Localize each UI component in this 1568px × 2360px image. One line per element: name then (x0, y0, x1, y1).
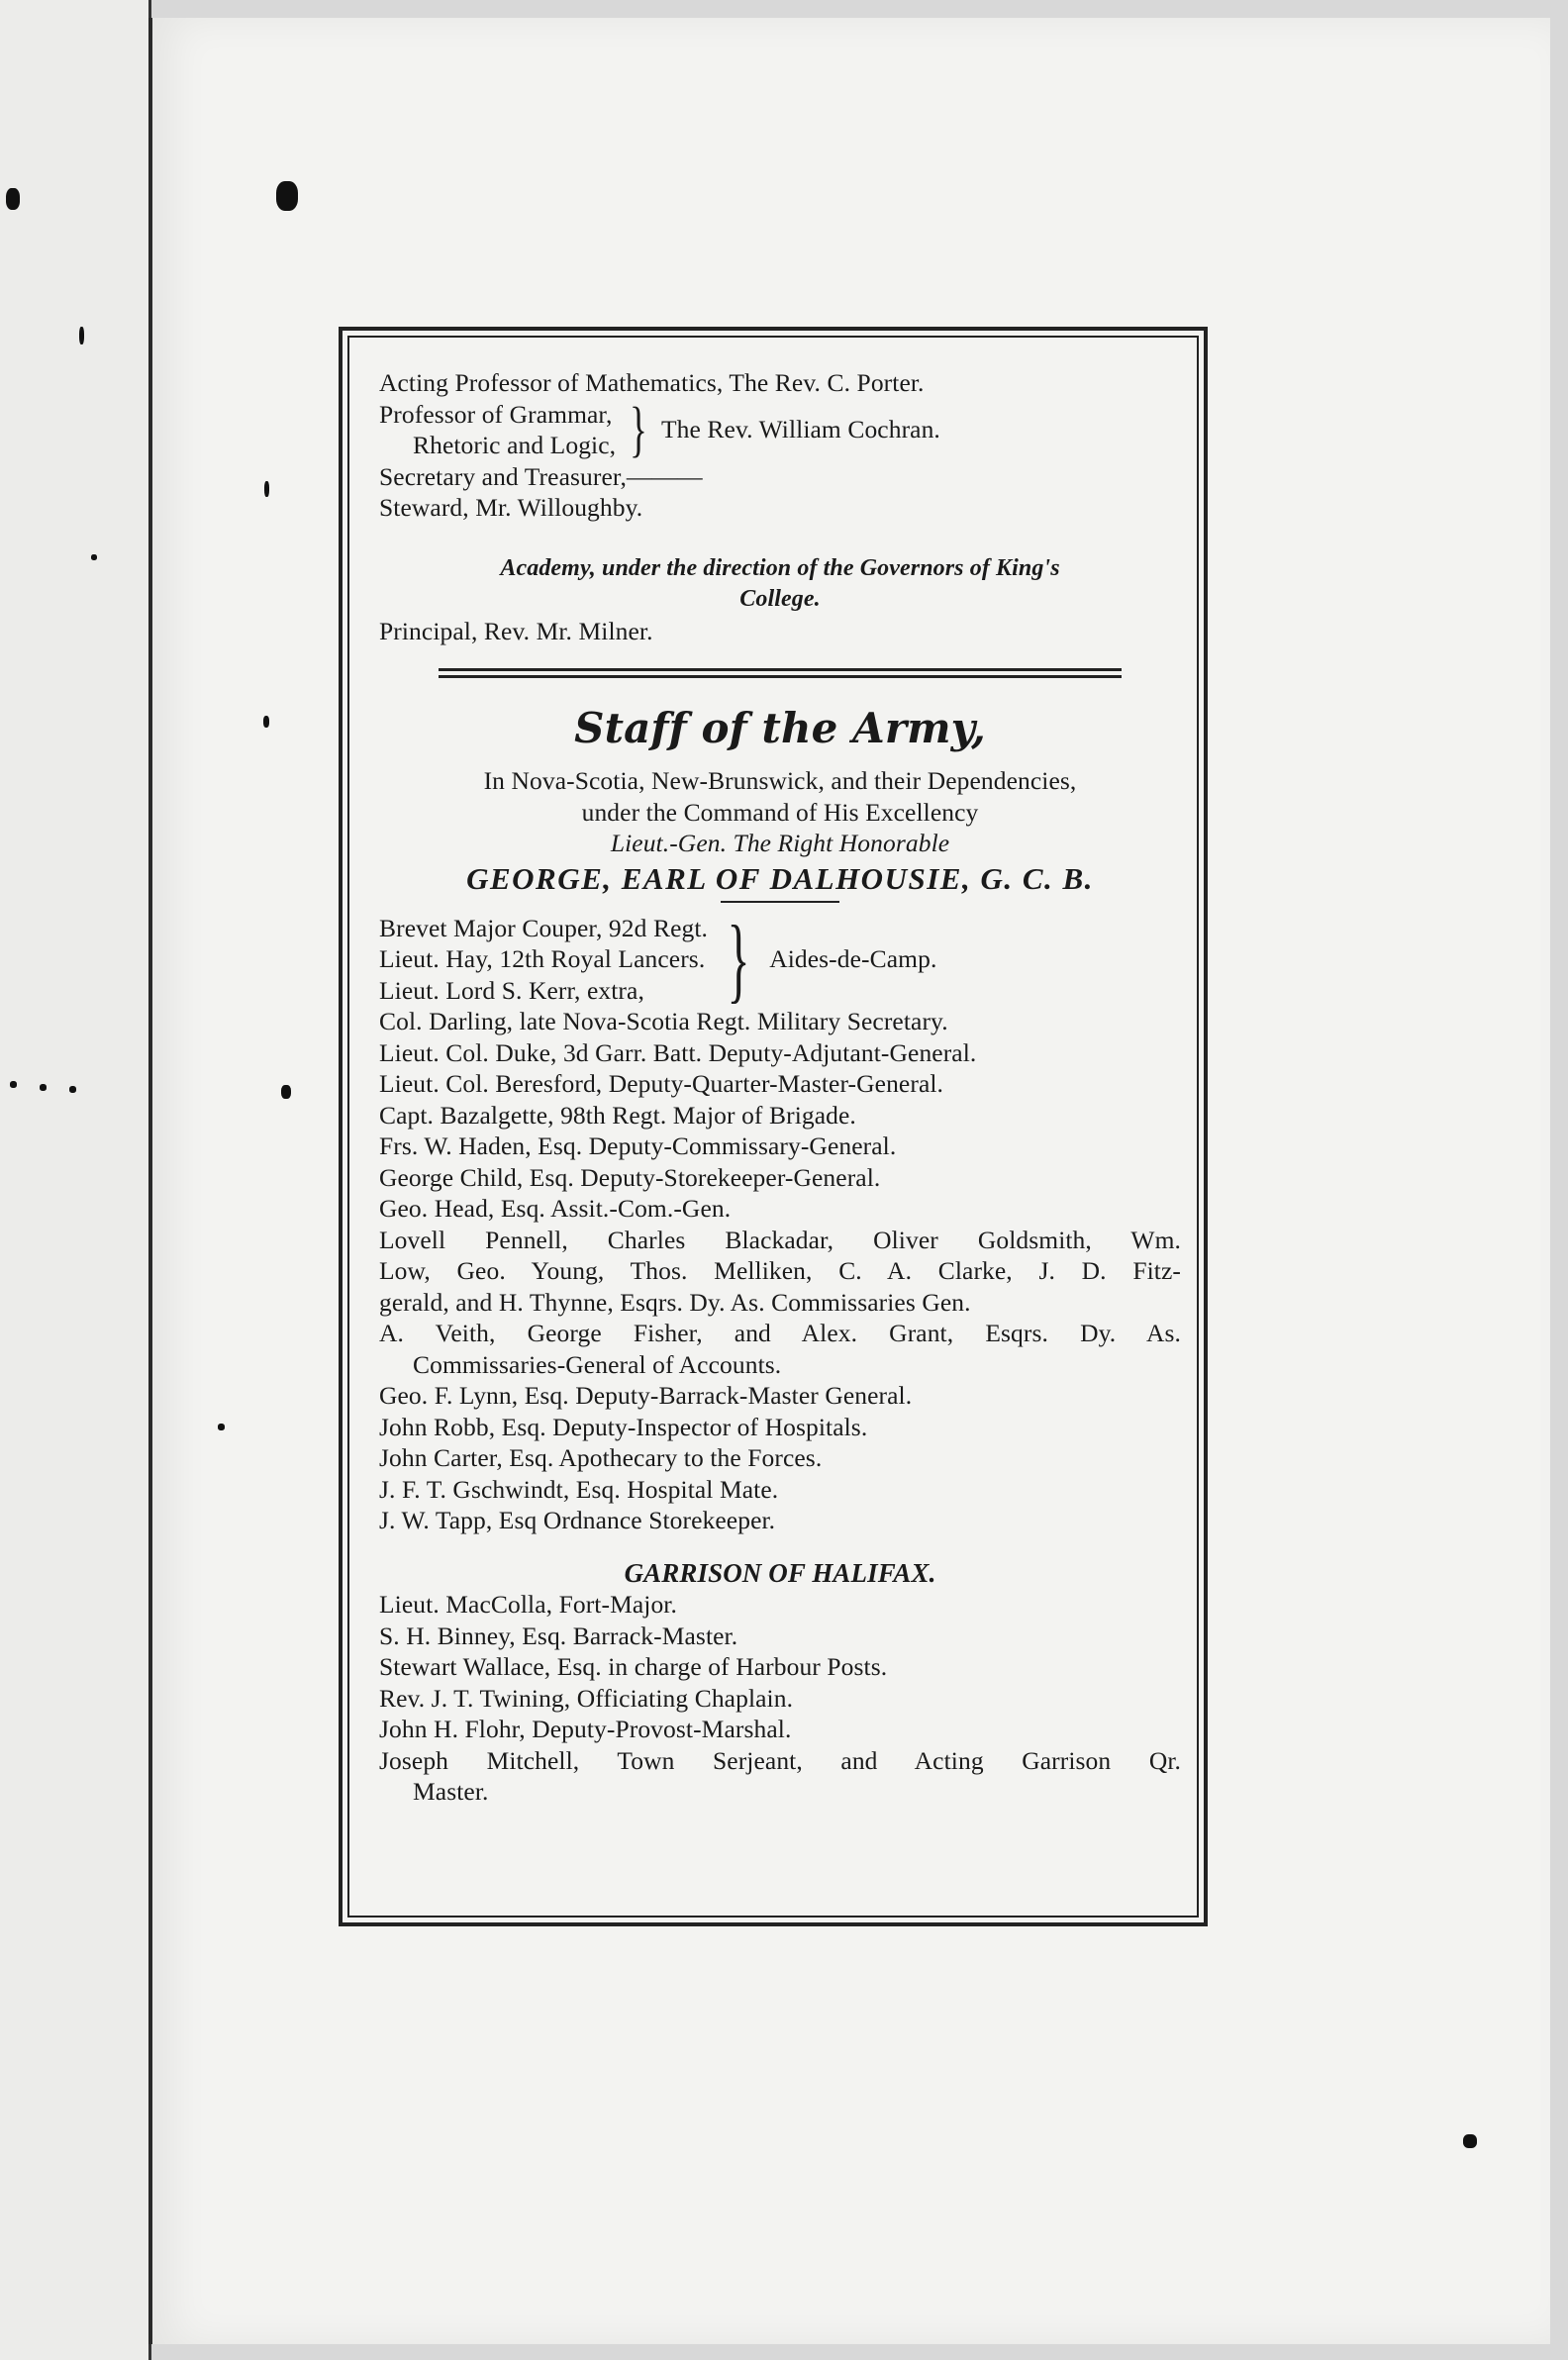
ink-spot (91, 554, 97, 560)
garrison-entry: Master. (413, 1777, 489, 1806)
staff-entry: Capt. Bazalgette, 98th Regt. Major of Brigade. (379, 1100, 856, 1130)
garrison-entry: Rev. J. T. Twining, Officiating Chaplain. (379, 1683, 794, 1713)
ink-spot (218, 1424, 225, 1430)
garrison-entry: Stewart Wallace, Esq. in charge of Harbour Posts. (379, 1652, 888, 1681)
staff-intro: Lieut.-Gen. The Right Honorable (610, 829, 950, 857)
ink-spot (281, 1085, 291, 1099)
principal-line: Principal, Rev. Mr. Milner. (379, 616, 653, 645)
college-line: Steward, Mr. Willoughby. (379, 493, 643, 522)
aides-label: Aides-de-Camp. (769, 944, 937, 973)
ink-spot (79, 327, 84, 344)
staff-heading: Staff of the Army, (574, 704, 986, 752)
garrison-heading: GARRISON OF HALIFAX. (624, 1557, 936, 1588)
ink-spot (1463, 2134, 1477, 2148)
staff-entry: Lieut. Col. Duke, 3d Garr. Batt. Deputy-Adjutant-General. (379, 1037, 977, 1067)
ink-spot (264, 481, 269, 497)
accounts-line: A. Veith, George Fisher, and Alex. Grant, Esqrs. Dy. As. (379, 1319, 1181, 1347)
staff-entry: Geo. Head, Esq. Assit.-Com.-Gen. (379, 1194, 732, 1223)
facing-page-edge (0, 0, 151, 2360)
college-line: The Rev. William Cochran. (661, 415, 940, 444)
accounts-line: Commissaries-General of Accounts. (413, 1349, 782, 1379)
brace-glyph: } (727, 905, 750, 1012)
academy-line: College. (739, 586, 821, 612)
ink-spot (263, 716, 269, 728)
commissaries-line: Low, Geo. Young, Thos. Melliken, C. A. Clarke, J. D. Fitz- (379, 1256, 1181, 1285)
garrison-entry: Lieut. MacColla, Fort-Major. (379, 1590, 677, 1619)
staff-intro: under the Command of His Excellency (581, 797, 979, 827)
staff-intro: In Nova-Scotia, New-Brunswick, and their Dependencies, (483, 766, 1077, 795)
college-line: Rhetoric and Logic, (413, 431, 617, 459)
aide-entry: Lieut. Lord S. Kerr, extra, (379, 975, 644, 1005)
grammar-professor-block (379, 396, 1181, 463)
staff-entry: John Carter, Esq. Apothecary to the Forces. (379, 1443, 823, 1472)
staff-entry: Lieut. Col. Beresford, Deputy-Quarter-Master-General. (379, 1069, 944, 1098)
staff-entry: Frs. W. Haden, Esq. Deputy-Commissary-General. (379, 1131, 897, 1160)
ink-spot (276, 181, 298, 211)
commissaries-line: gerald, and H. Thynne, Esqrs. Dy. As. Commissaries Gen. (379, 1287, 971, 1317)
staff-entry: Geo. F. Lynn, Esq. Deputy-Barrack-Master General. (379, 1381, 913, 1410)
staff-entry: J. W. Tapp, Esq Ordnance Storekeeper. (379, 1506, 776, 1534)
college-line: Acting Professor of Mathematics, The Rev. C. Porter. (379, 368, 925, 397)
double-rule (439, 668, 1122, 678)
commander-name: GEORGE, EARL OF DALHOUSIE, G. C. B. (466, 860, 1094, 896)
printed-frame (339, 327, 1208, 1926)
aides-block (379, 905, 1181, 1012)
academy-line: Academy, under the direction of the Governors of King's (500, 554, 1060, 581)
page-text (379, 367, 1181, 1808)
ink-spot (69, 1086, 76, 1093)
staff-entry: J. F. T. Gschwindt, Esq. Hospital Mate. (379, 1474, 779, 1504)
aide-entry: Brevet Major Couper, 92d Regt. (379, 913, 708, 942)
garrison-entry: John H. Flohr, Deputy-Provost-Marshal. (379, 1715, 792, 1743)
printed-frame-inner (347, 336, 1199, 1918)
garrison-entry: S. H. Binney, Esq. Barrack-Master. (379, 1621, 738, 1650)
ink-spot (10, 1081, 17, 1088)
aide-entry: Lieut. Hay, 12th Royal Lancers. (379, 944, 706, 973)
staff-entry: Col. Darling, late Nova-Scotia Regt. Military Secretary. (379, 1007, 948, 1035)
short-rule (721, 901, 839, 903)
college-line: Professor of Grammar, (379, 399, 613, 429)
commissaries-line: Lovell Pennell, Charles Blackadar, Oliver Goldsmith, Wm. (379, 1225, 1181, 1254)
staff-entry: George Child, Esq. Deputy-Storekeeper-General. (379, 1162, 881, 1192)
garrison-entry: Joseph Mitchell, Town Serjeant, and Acting Garrison Qr. (379, 1745, 1181, 1775)
staff-entry: John Robb, Esq. Deputy-Inspector of Hospitals. (379, 1412, 868, 1441)
brace-glyph: } (630, 396, 648, 463)
college-line: Secretary and Treasurer,——— (379, 461, 703, 491)
ink-spot (6, 188, 20, 210)
ink-spot (40, 1084, 47, 1091)
